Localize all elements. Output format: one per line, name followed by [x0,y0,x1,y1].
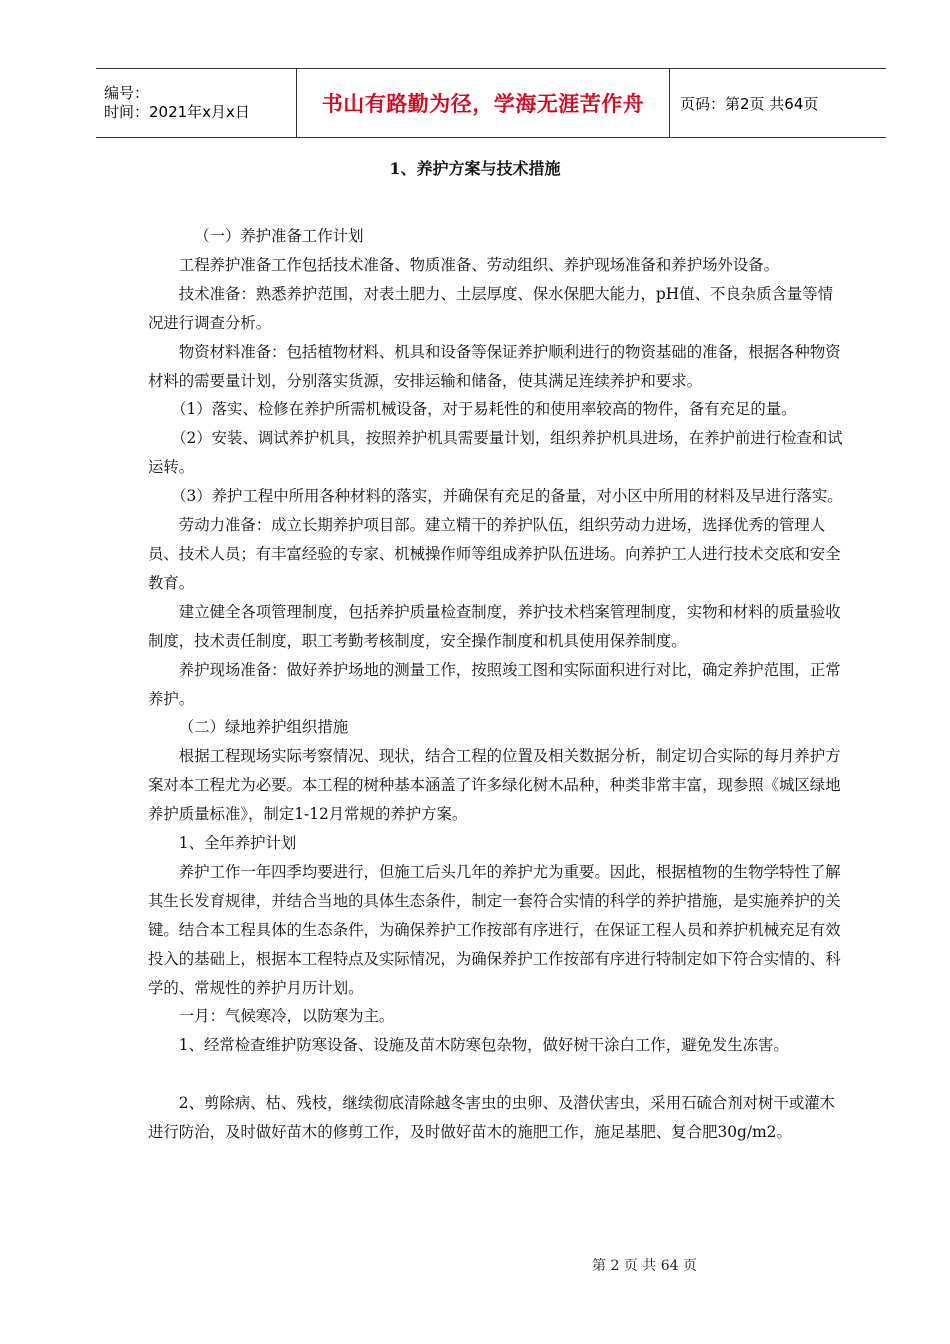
list-item: （1）落实、检修在养护所需机械设备，对于易耗性的和使用率较高的物件，备有充足的量。 [171,400,797,419]
motto-text: 书山有路勤为径，学海无涯苦作舟 [321,92,645,116]
header-page-label: 页码：第2页 共64页 [680,94,819,113]
section-heading: （一）养护准备工作计划 [194,227,364,245]
serial-number-label: 编号： [104,84,150,102]
header-page-number [670,69,886,137]
paragraph: 根据工程现场实际考察情况、现状，结合工程的位置及相关数据分析，制定切合实际的每月养护方案对本工程尤为必要。本工程的树种基本涵盖了许多绿化树木品种，种类非常丰富，现参照《城区绿地养护质量标准》，制定1-12月常规的养护方案。 [148,747,841,824]
paragraph: 建立健全各项管理制度，包括养护质量检查制度，养护技术档案管理制度，实物和材料的质量验收制度，技术责任制度，职工考勤考核制度，安全操作制度和机具使用保养制度。 [148,602,841,650]
spacer [148,1060,848,1089]
document-title: 1、养护方案与技术措施 [389,159,561,178]
list-item: （2）安装、调试养护机具，按照养护机具需要量计划，组织养护机具进场，在养护前进行检查和试运转。 [148,429,843,477]
date-text: 时间：2021年x月x日 [104,103,250,121]
page-header [96,68,886,138]
header-meta [96,69,296,137]
list-item: 2、剪除病、枯、残枝，继续彻底清除越冬害虫的虫卵、及潜伏害虫，采用石硫合剂对树干或灌木进行防治，及时做好苗木的修剪工作，及时做好苗木的施肥工作，施足基肥、复合肥30g/m2。 [148,1094,835,1142]
section-heading: （二）绿地养护组织措施 [178,718,349,737]
header-motto [296,69,670,137]
paragraph: 工程养护准备工作包括技术准备、物质准备、劳动组织、养护现场准备和养护场外设备。 [178,255,780,274]
paragraph: 养护现场准备：做好养护场地的测量工作，按照竣工图和实际面积进行对比，确定养护范围，正常养护。 [148,660,841,708]
paragraph: 技术准备：熟悉养护范围，对表土肥力、土层厚度、保水保肥大能力，pH值、不良杂质含量等情况进行调查分析。 [148,284,834,332]
page-footer: 第 2 页 共 64 页 [592,1258,697,1274]
list-item: （3）养护工程中所用各种材料的落实，并确保有充足的备量，对小区中所用的材料及早进行落实。 [171,487,843,506]
list-item: 1、经常检查维护防寒设备、设施及苗木防寒包杂物，做好树干涂白工作，避免发生冻害。 [178,1036,789,1055]
paragraph: 劳动力准备：成立长期养护项目部。建立精干的养护队伍，组织劳动力进场，选择优秀的管理人员、技术人员；有丰富经验的专家、机械操作师等组成养护队伍进场。向养护工人进行技术交底和安全教育。 [148,516,841,592]
paragraph: 养护工作一年四季均要进行，但施工后头几年的养护尤为重要。因此，根据植物的生物学特性了解其生长发育规律，并结合当地的具体生态条件，制定一套符合实情的科学的养护措施，是实施养护的关键。结合本工程具体的生态条件，为确保养护工作按部有序进行，在保证工程人员和养护机械充足有效投入的基础上，根据本工程特点及实际情况，为确保养护工作按部有序进行特制定如下符合实情的、科学的、常规性的养护月历计划。 [148,862,841,997]
paragraph: 一月：气候寒冷，以防寒为主。 [178,1007,395,1026]
document-body [148,222,848,1147]
paragraph: 物资材料准备：包括植物材料、机具和设备等保证养护顺利进行的物资基础的准备，根据各种物资材料的需要量计划，分别落实货源，安排运输和储备，使其满足连续养护和要求。 [148,342,841,390]
subsection-heading: 1、全年养护计划 [178,834,297,853]
